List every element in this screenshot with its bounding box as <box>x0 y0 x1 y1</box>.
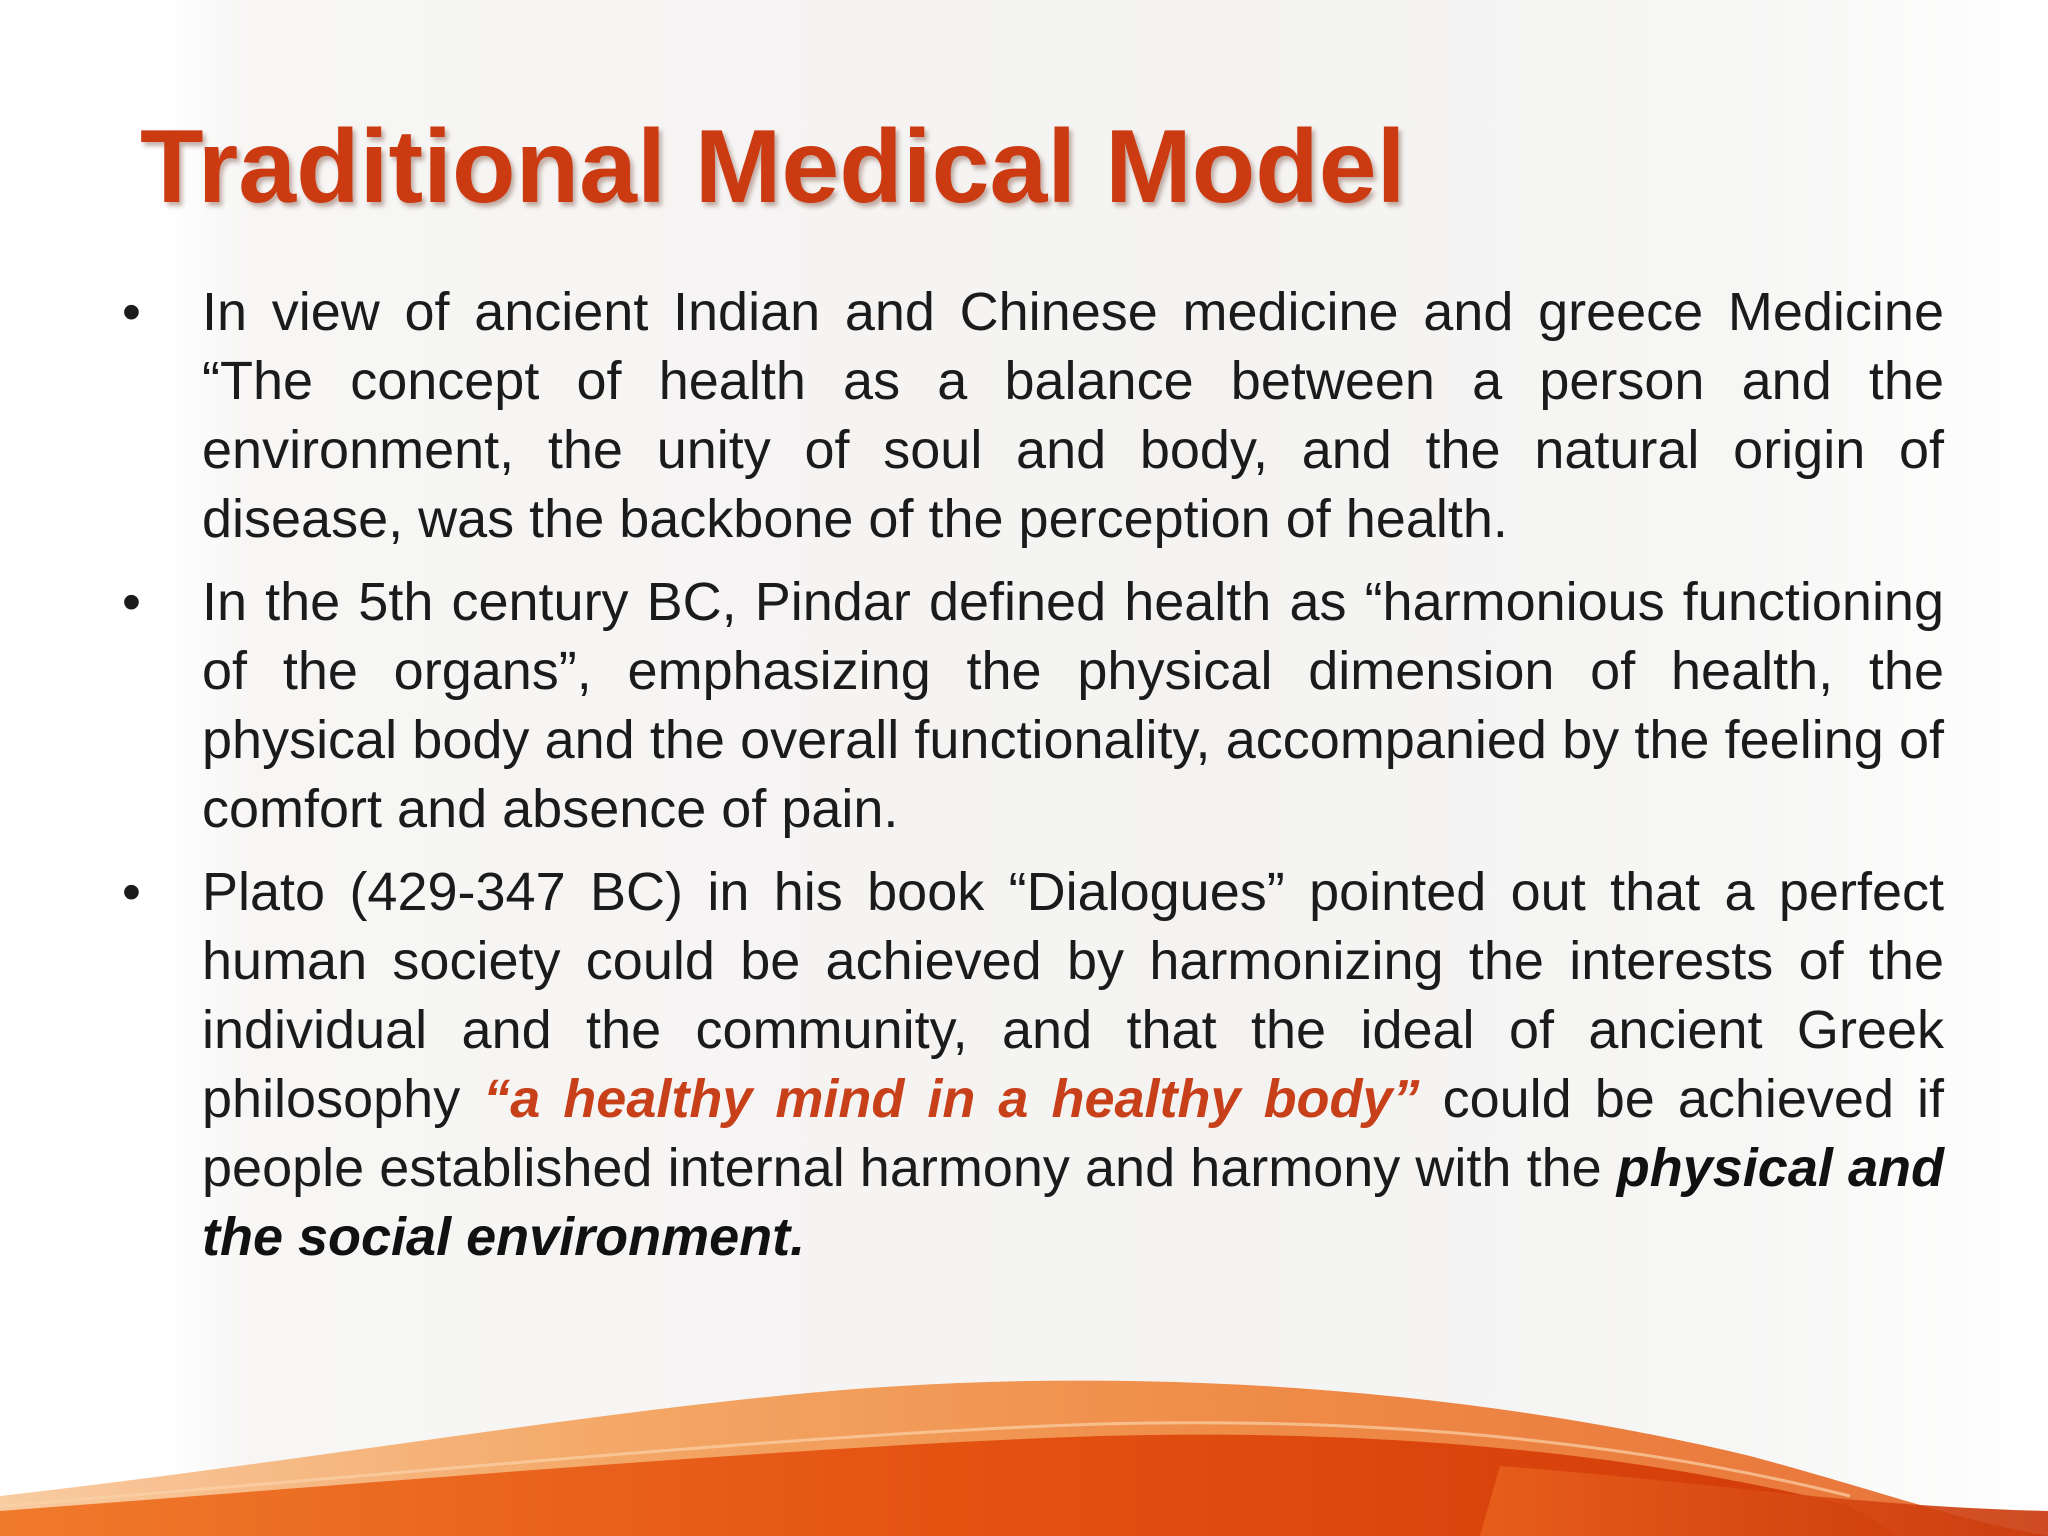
bullet-dot: • <box>122 862 141 922</box>
emphasis-text: physical and the social environment. <box>202 1138 1944 1267</box>
footer-wave-decoration <box>0 1306 2048 1536</box>
bullet-item <box>118 858 1944 1272</box>
quote-highlight: “a healthy mind in a healthy body” <box>483 1069 1420 1129</box>
bullet-dot: • <box>122 282 141 342</box>
bullet-item <box>118 278 1944 554</box>
bullet-text: In view of ancient Indian and Chinese medicine and greece Medicine “The concept of health as a balance between a person and the environment, the unity of soul and body, and the natural origin of disease, was the backbone of the perception of health. <box>202 282 1944 549</box>
bullet-text-continued: could be achieved if people established internal harmony and harmony with the <box>202 1069 1945 1198</box>
bullet-item <box>118 568 1944 844</box>
bullet-text: Plato (429-347 BC) in his book “Dialogues” pointed out that a perfect human society could be achieved by harmonizing the interests of the individual and the community, and that the ideal of ancient Greek philosophy <box>202 862 1944 1129</box>
bullet-text: In the 5th century BC, Pindar defined health as “harmonious functioning of the organs”, emphasizing the physical dimension of health, the physical body and the overall functionality, accompanied by the feeling of comfort and absence of pain. <box>202 572 1944 839</box>
bullet-dot: • <box>122 572 141 632</box>
bullet-list <box>118 278 1944 1286</box>
slide-title: Traditional Medical Model <box>140 109 1406 225</box>
